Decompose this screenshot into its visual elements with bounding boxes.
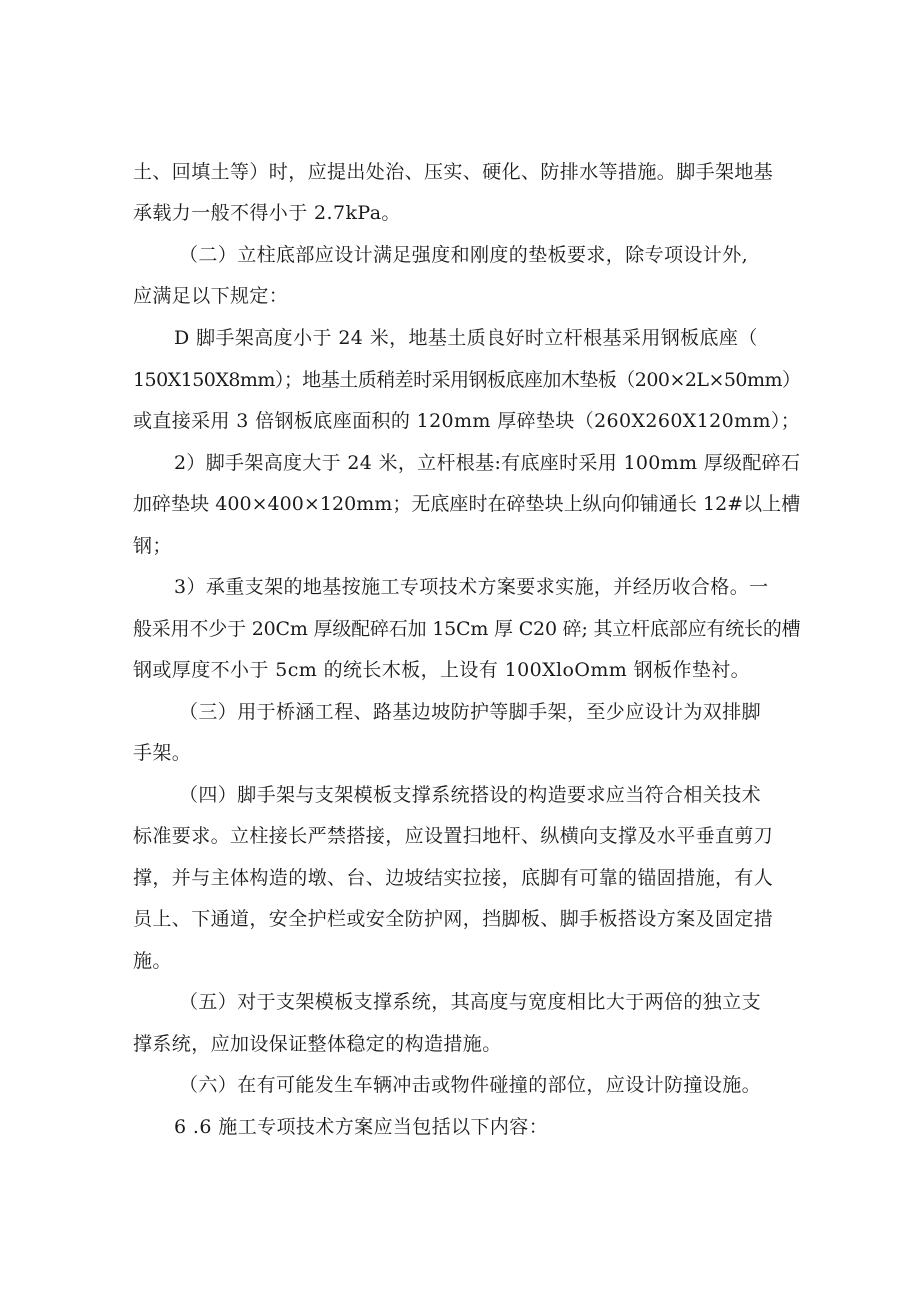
paragraph-line: （五）对于支架模板支撑系统，其高度与宽度相比大于两倍的独立支 [179,991,762,1013]
paragraph-line: 标准要求。立柱接长严禁搭接，应设置扫地杆、纵横向支撑及水平垂直剪刀 [133,825,774,847]
paragraph-line: 钢或厚度不小于 5cm 的统长木板，上设有 100XloOmm 钢板作垫衬。 [133,659,751,681]
paragraph-line: D 脚手架高度小于 24 米，地基土质良好时立杆根基采用钢板底座（ [174,327,758,349]
paragraph-line: 2）脚手架高度大于 24 米，立杆根基:有底座时采用 100mm 厚级配碎石 [174,452,801,474]
paragraph-line: 承载力一般不得小于 2.7kPa。 [133,202,401,224]
paragraph-line: 施。 [133,950,172,972]
paragraph-line: 撑，并与主体构造的墩、台、边坡结实拉接，底脚有可靠的锚固措施，有人 [133,867,774,889]
paragraph-line: 员上、下通道，安全护栏或安全防护网，挡脚板、脚手板搭设方案及固定措 [133,908,774,930]
paragraph-line: （二）立柱底部应设计满足强度和刚度的垫板要求，除专项设计外, [179,244,749,266]
paragraph-line: 土、回填土等）时，应提出处治、压实、硬化、防排水等措施。脚手架地基 [133,161,774,183]
paragraph-line: 或直接采用 3 倍钢板底座面积的 120mm 厚碎垫块（260X260X120mm）； [133,410,801,432]
paragraph-line: 3）承重支架的地基按施工专项技术方案要求实施，并经历收合格。一 [174,576,769,598]
paragraph-line: （六）在有可能发生车辆冲击或物件碰撞的部位，应设计防撞设施。 [179,1074,762,1096]
paragraph-line: 般采用不少于 20Cm 厚级配碎石加 15Cm 厚 C20 碎; 其立杆底部应有统长的槽 [133,618,801,640]
paragraph-line: （三）用于桥涵工程、路基边坡防护等脚手架，至少应设计为双排脚 [179,701,762,723]
paragraph-line: 加碎垫块 400×400×120mm；无底座时在碎垫块上纵向仰铺通长 12#以上槽 [133,493,801,515]
paragraph-line: 撑系统，应加设保证整体稳定的构造措施。 [133,1033,502,1055]
paragraph-line: 应满足以下规定： [133,285,289,307]
paragraph-line: 手架。 [133,742,192,764]
paragraph-line: （四）脚手架与支架模板支撑系统搭设的构造要求应当符合相关技术 [179,784,762,806]
paragraph-line: 钢； [133,535,172,557]
section-heading: 6 .6 施工专项技术方案应当包括以下内容： [174,1116,549,1138]
paragraph-line: 150X150X8mm）；地基土质稍差时采用钢板底座加木垫板（200×2L×50mm） [133,369,801,391]
